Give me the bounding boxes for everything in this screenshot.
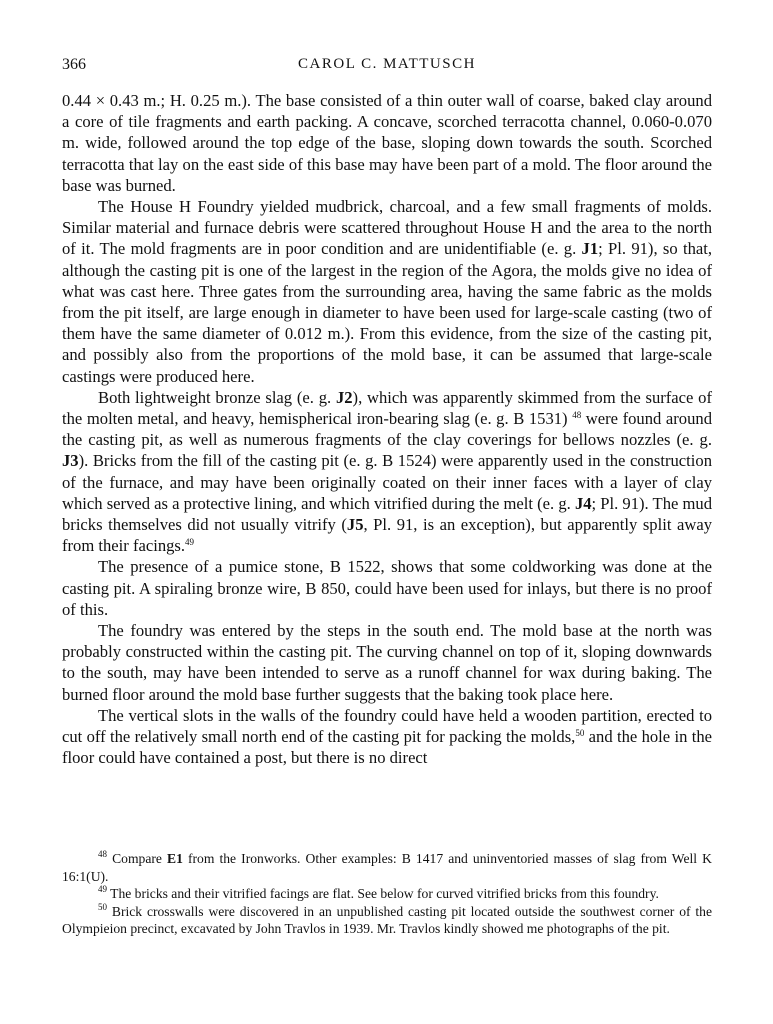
text-run: Brick crosswalls were discovered in an unpublished casting pit located outside the southwest corner of the Olympieion precinct, excavated by John Travlos in 1939. Mr. Travlos kindly showed me photographs of the pit. xyxy=(62,903,712,936)
paragraph xyxy=(62,196,712,387)
catalog-ref: J4 xyxy=(574,493,592,513)
text-run: ). Bricks from the fill of the casting pit (e. g. B 1524) were apparently used in the construction of the furnace, and may have been originally coated on their inner faces with a layer of clay which served as a protective lining, and which vitrified during the melt (e. g. xyxy=(62,451,712,513)
paragraph xyxy=(62,620,712,705)
footnote-49 xyxy=(62,885,712,903)
footnote-50 xyxy=(62,903,712,938)
text-run: The House H Foundry yielded mudbrick, charcoal, and a few small fragments of molds. Similar material and furnace debris were scattered throughout House H and the area to the north of it. The mold fragments are in poor condition and are unidentifiable (e. g. xyxy=(62,197,712,259)
paragraph xyxy=(62,705,712,769)
footnote-ref: 50 xyxy=(575,728,585,739)
text-run: The bricks and their vitrified facings are flat. See below for curved vitrified bricks from this foundry. xyxy=(107,886,659,901)
footnote-ref: 48 xyxy=(98,849,107,859)
text-run: The presence of a pumice stone, B 1522, shows that some coldworking was done at the casting pit. A spiraling bronze wire, B 850, could have been used for inlays, but there is no proof of this. xyxy=(62,557,712,619)
paragraph xyxy=(62,556,712,620)
footnote-ref: 48 xyxy=(572,410,582,421)
catalog-ref: J5 xyxy=(346,515,364,535)
text-run: ), which was apparently skimmed from the surface of the molten metal, and heavy, hemispherical iron-bearing slag (e. g. B 1531) xyxy=(62,387,712,429)
text-run: ; Pl. 91), so that, although the casting pit is one of the largest in the region of the Agora, the molds give no idea of what was cast here. Three gates from the surrounding area, having the same fabric as the molds from the pit itself, are large enough in diameter to have been used for large-scale casting (two of them have the same diameter of 0.012 m.). From this evidence, from the size of the casting pit, and possibly also from the proportions of the mold base, it can be assumed that large-scale castings were produced here. xyxy=(62,239,712,386)
text-run: The vertical slots in the walls of the foundry could have held a wooden partition, erected to cut off the relatively small north end of the casting pit for packing the molds, xyxy=(62,705,712,747)
catalog-ref: J3 xyxy=(62,451,79,471)
text-run: Compare xyxy=(107,851,168,866)
text-run: and the hole in the floor could have contained a post, but there is no direct xyxy=(62,727,712,768)
text-run: , Pl. 91, is an exception), but apparently split away from their facings. xyxy=(62,515,712,556)
page-header xyxy=(62,56,712,78)
text-run: ; Pl. 91). The mud bricks themselves did not usually vitrify ( xyxy=(62,493,713,535)
text-run: The foundry was entered by the steps in the south end. The mold base at the north was probably constructed within the casting pit. The curving channel on top of it, sloping downwards to the south, may have been intended to serve as a runoff channel for wax during baking. The burned floor around the mold base further suggests that the baking took place here. xyxy=(62,621,712,704)
catalog-ref: E1 xyxy=(167,851,183,866)
page-number: 366 xyxy=(62,56,86,73)
catalog-ref: J2 xyxy=(335,387,353,407)
text-run: from the Ironworks. Other examples: B 1417 and uninventoried masses of slag from Well K 16:1(U). xyxy=(62,851,712,884)
footnote-ref: 49 xyxy=(185,537,195,548)
body-text xyxy=(62,90,712,769)
footnote-ref: 50 xyxy=(98,901,107,912)
footnote-48 xyxy=(62,850,712,885)
footnote-ref: 49 xyxy=(98,884,107,894)
running-title: CAROL C. MATTUSCH xyxy=(298,56,476,72)
text-run: were found around the casting pit, as well as numerous fragments of the clay coverings for bellows nozzles (e. g. xyxy=(62,409,712,450)
catalog-ref: J1 xyxy=(581,239,599,259)
paragraph xyxy=(62,387,712,557)
text-run: 0.44 × 0.43 m.; H. 0.25 m.). The base consisted of a thin outer wall of coarse, baked clay around a core of tile fragments and earth packing. A concave, scorched terracotta channel, 0.060-0.070 m. wide, followed around the top edge of the base, sloping down towards the south. Scorched terracotta that lay on the east side of this base may have been part of a mold. The floor around the base was burned. xyxy=(62,91,712,195)
footnotes xyxy=(62,850,712,938)
paragraph xyxy=(62,90,712,196)
text-run: Both lightweight bronze slag (e. g. xyxy=(98,387,336,407)
